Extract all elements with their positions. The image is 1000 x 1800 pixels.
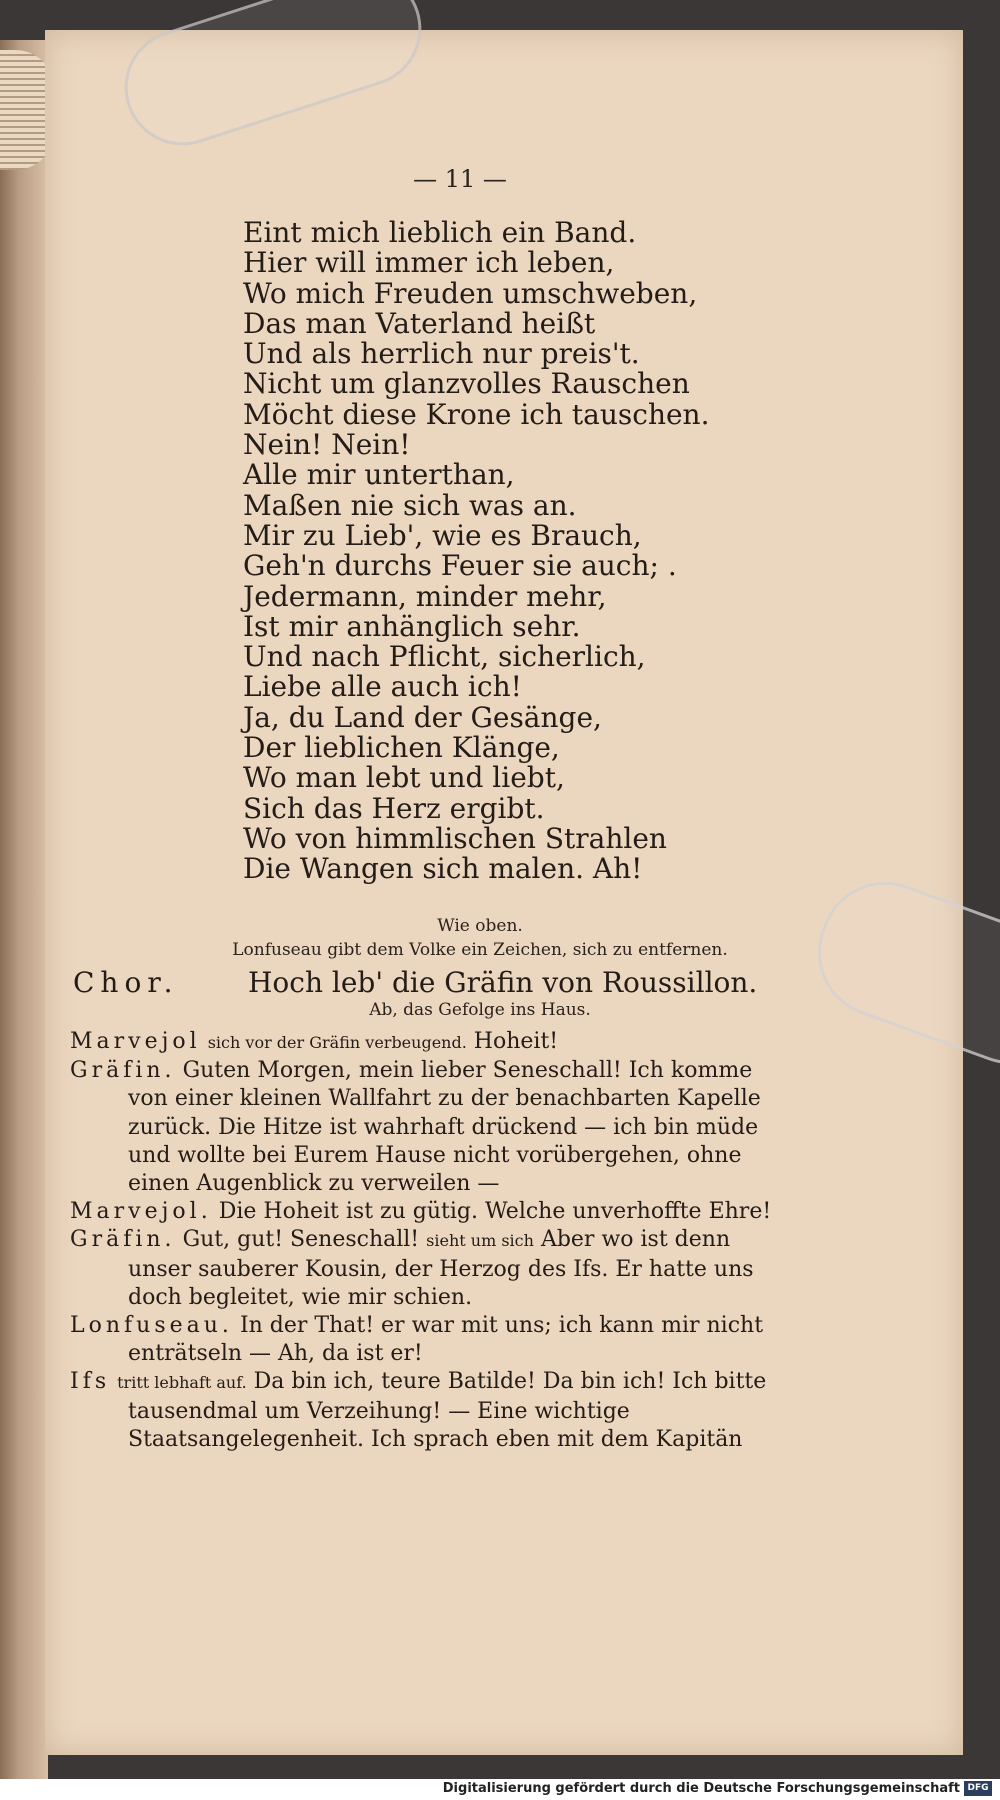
verse-line: Maßen nie sich was an. [243, 488, 577, 522]
speech-text: Guten Morgen, mein lieber Seneschall! Ich komme von einer kleinen Wallfahrt zu der benachbarten Kapelle zurück. Die Hitze ist wahrhaft drückend — ich bin müde und wollte bei Eurem Hause nicht vorübergehen, ohne einen Augenblick zu verweilen — [128, 1058, 761, 1197]
speech-graefin [70, 1057, 790, 1198]
verse-line: Hier will immer ich leben, [243, 246, 615, 280]
verse-line: Nein! Nein! [243, 428, 411, 462]
speech-text: Da bin ich, teure Batilde! Da bin ich! Ich bitte tausendmal um Verzeihung! — Eine wichtige Staatsangelegenheit. Ich sprach eben mit dem Kapitän [128, 1369, 767, 1452]
speech-marvejol [70, 1028, 790, 1057]
dfg-logo: DFG [964, 1781, 992, 1796]
speaker-name: Marvejol. [70, 1199, 212, 1225]
stage-direction-inline: sieht um sich [426, 1231, 534, 1251]
speech-marvejol [70, 1198, 790, 1226]
digitization-credit: Digitalisierung gefördert durch die Deutsche Forschungsgemeinschaft [442, 1781, 960, 1796]
speaker-name: Gräfin. [70, 1227, 176, 1253]
speaker-name: Marvejol [70, 1029, 201, 1054]
page-number: — 11 — [413, 165, 507, 193]
speaker-name: Gräfin. [70, 1058, 176, 1084]
chorus-text: Hoch leb' die Gräfin von Roussillon. [248, 966, 758, 999]
verse-line: Wo von himmlischen Strahlen [243, 821, 667, 855]
stage-direction-inline: sich vor der Gräfin verbeugend. [207, 1033, 467, 1052]
verse-line: Möcht diese Krone ich tauschen. [243, 397, 710, 431]
footer-bar [0, 1779, 1000, 1800]
verse-line: Nicht um glanzvolles Rauschen [243, 367, 690, 401]
verse-line: Der lieblichen Klänge, [243, 731, 560, 765]
dialogue-block [70, 1028, 790, 1454]
speech-text: Die Hoheit ist zu gütig. Welche unverhoffte Ehre! [218, 1199, 772, 1225]
verse-line: Und nach Pflicht, sicherlich, [243, 640, 646, 674]
verse-line: Alle mir unterthan, [243, 458, 515, 492]
verse-line: Ist mir anhänglich sehr. [243, 609, 581, 643]
verse-line: Und als herrlich nur preis't. [243, 337, 640, 371]
verse-line: Die Wangen sich malen. Ah! [243, 852, 643, 886]
speech-ifs [70, 1368, 790, 1454]
speech-text: In der That! er war mit uns; ich kann mir nicht enträtseln — Ah, da ist er! [128, 1313, 764, 1367]
stage-direction-inline: tritt lebhaft auf. [117, 1373, 247, 1393]
verse-line: Liebe alle auch ich! [243, 670, 522, 704]
verse-line: Wo mich Freuden umschweben, [243, 276, 698, 310]
verse-line: Wo man lebt und liebt, [243, 761, 565, 795]
verse-line: Sich das Herz ergibt. [243, 791, 545, 825]
speaker-name: Ifs [70, 1369, 111, 1395]
verse-line: Mir zu Lieb', wie es Brauch, [243, 518, 642, 552]
speech-text: Hoheit! [473, 1029, 559, 1054]
verse-line: Eint mich lieblich ein Band. [243, 216, 637, 249]
speech-text: Aber wo ist denn unser sauberer Kousin, der Herzog des Ifs. Er hatte uns doch begleitet, wie mir schien. [128, 1227, 754, 1310]
stage-direction: Lonfuseau gibt dem Volke ein Zeichen, sich zu entfernen. [232, 940, 728, 960]
book-spine [0, 40, 48, 1780]
speaker-name: Lonfuseau. [70, 1313, 233, 1339]
verse-line: Geh'n durchs Feuer sie auch; . [243, 549, 677, 583]
speech-text: Gut, gut! Seneschall! [182, 1227, 420, 1253]
chorus-line [73, 966, 773, 999]
verse-line: Ja, du Land der Gesänge, [243, 700, 602, 734]
speech-graefin [70, 1226, 790, 1312]
stage-direction: Ab, das Gefolge ins Haus. [369, 1000, 591, 1020]
stage-direction: Wie oben. [437, 916, 523, 936]
verse-block [243, 218, 709, 885]
speech-lonfuseau [70, 1312, 790, 1368]
speaker-name: Chor. [73, 966, 179, 999]
verse-line: Jedermann, minder mehr, [243, 579, 607, 613]
verse-line: Das man Vaterland heißt [243, 306, 596, 340]
